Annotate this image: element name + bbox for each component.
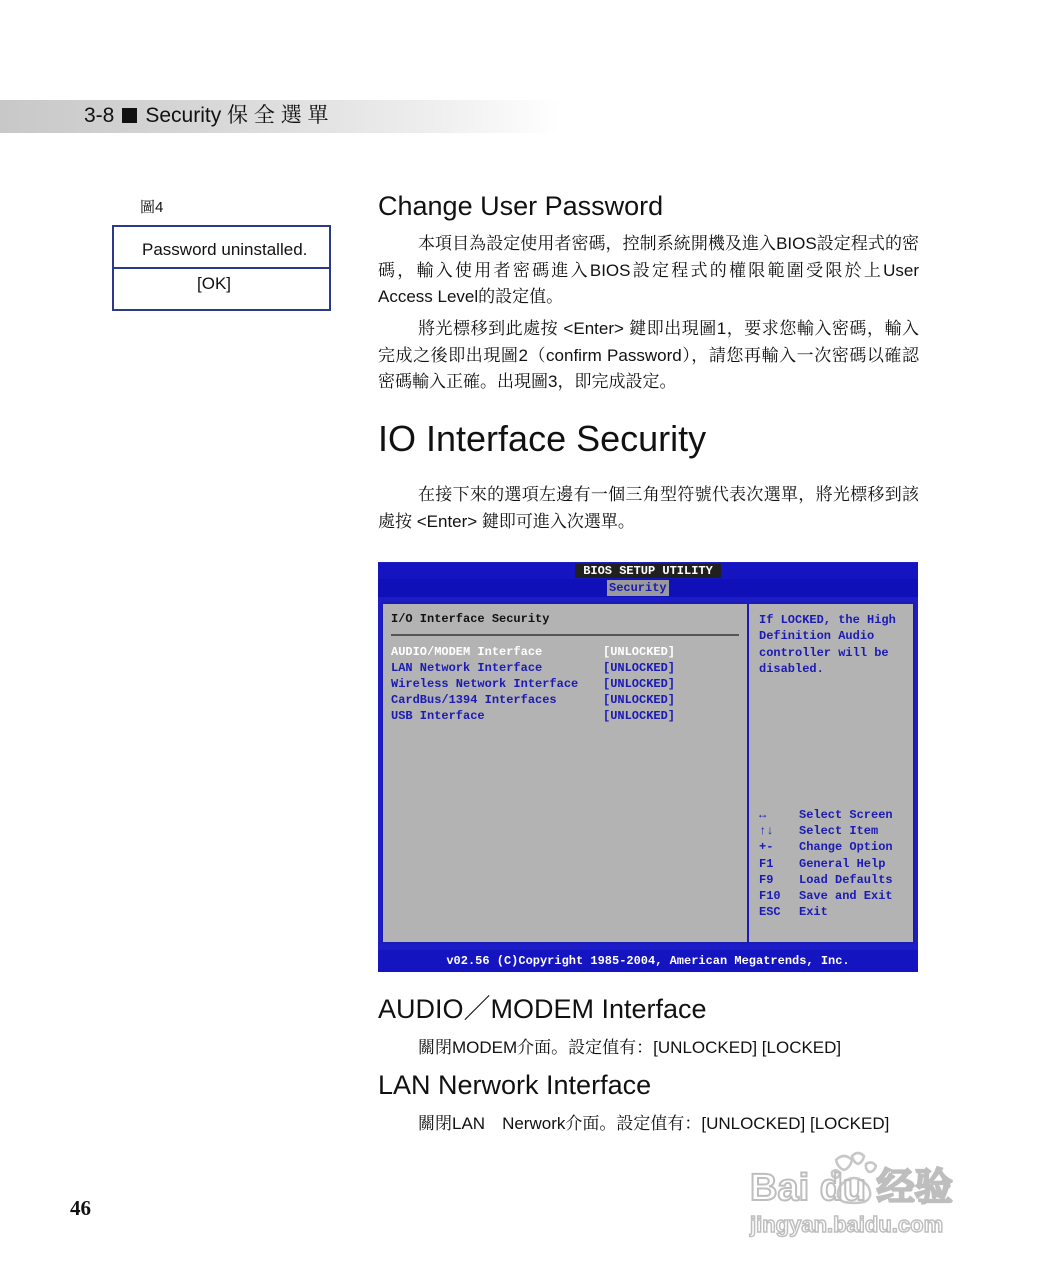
key-label: F9 (759, 872, 774, 887)
key-desc: General Help (799, 856, 886, 871)
key-desc: Save and Exit (799, 889, 893, 904)
ok-button[interactable]: [OK] (197, 274, 232, 293)
paragraph-audio-modem: 關閉MODEM介面。設定值有：[UNLOCKED] [LOCKED] (418, 1038, 842, 1057)
bios-tab-bar (378, 579, 918, 597)
paragraph-change-password-1: 本項目為設定使用者密碼，控制系統開機及進入BIOS設定程式的密碼，輸入使用者密碼進入BIOS設定程式的權限範圍受限於上User Access Level的設定值。 (378, 234, 919, 306)
heading-lan-network: LAN Nerwork Interface (378, 1070, 652, 1100)
bios-title: BIOS SETUP UTILITY (575, 564, 721, 578)
key-row (759, 839, 893, 855)
key-label: ESC (759, 905, 781, 920)
password-dialog (112, 225, 331, 311)
key-desc: Select Screen (799, 808, 893, 822)
tab-security[interactable]: Security (609, 581, 667, 595)
bios-value-wireless[interactable]: [UNLOCKED] (603, 677, 676, 691)
bios-screenshot (378, 562, 918, 972)
key-label: F10 (759, 889, 781, 904)
square-bullet-icon (122, 108, 137, 123)
watermark-brand: Bai du 经验 (750, 1167, 953, 1209)
key-row (759, 807, 893, 823)
key-row (759, 856, 893, 872)
bios-help-text: If LOCKED, the High Definition Audio controller will be disabled. (759, 613, 896, 676)
section-number: 3-8 (84, 104, 115, 127)
bios-divider (747, 604, 749, 942)
key-desc: Select Item (799, 824, 879, 839)
key-label: ↑↓ (759, 824, 774, 839)
key-row (759, 823, 893, 839)
paragraph-io-security: 在接下來的選項左邊有一個三角型符號代表次選單，將光標移到該處按 <Enter> 鍵即可進入次選單。 (378, 485, 919, 531)
key-row (759, 904, 893, 920)
figure-label: 圖4 (140, 199, 164, 216)
key-label: F1 (759, 856, 774, 871)
bios-key-legend (759, 807, 893, 920)
page-number: 46 (70, 1196, 91, 1220)
bios-value-lan[interactable]: [UNLOCKED] (603, 661, 676, 675)
baidu-watermark-logo (748, 1142, 998, 1242)
dialog-message: Password uninstalled. (114, 227, 329, 269)
bios-title-bar (378, 563, 918, 579)
heading-change-password: Change User Password (378, 191, 664, 221)
heading-audio-modem: AUDIO／MODEM Interface (378, 994, 707, 1024)
key-desc: Exit (799, 905, 828, 920)
bios-item-wireless[interactable]: Wireless Network Interface (391, 677, 579, 691)
heading-io-security: IO Interface Security (378, 418, 707, 459)
paragraph-lan-network: 關閉LAN Nerwork介面。設定值有：[UNLOCKED] [LOCKED] (418, 1114, 890, 1133)
paragraph-change-password-2: 將光標移到此處按 <Enter> 鍵即出現圖1，要求您輸入密碼，輸入完成之後即出現圖2（confirm Password），請您再輸入一次密碼以確認密碼輸入正確。出現圖3，即完成設定。 (378, 319, 919, 391)
key-row (759, 888, 893, 904)
bios-main-panel (381, 602, 915, 944)
bios-rule (391, 634, 739, 636)
watermark-graphic (748, 1142, 998, 1242)
bios-item-lan[interactable]: LAN Network Interface (391, 661, 543, 675)
bios-footer: v02.56 (C)Copyright 1985-2004, American Megatrends, Inc. (378, 950, 918, 972)
bios-value-usb[interactable]: [UNLOCKED] (603, 709, 676, 723)
bios-item-audio-modem[interactable]: AUDIO/MODEM Interface (391, 645, 543, 659)
key-label: +- (759, 840, 774, 855)
bios-value-audio-modem[interactable]: [UNLOCKED] (603, 645, 676, 659)
key-label: ↔ (759, 808, 767, 822)
bios-section-title: I/O Interface Security (391, 612, 550, 626)
section-title: Security 保 全 選 單 (145, 104, 329, 127)
bios-value-cardbus[interactable]: [UNLOCKED] (603, 693, 676, 707)
key-desc: Load Defaults (799, 872, 893, 887)
bios-item-usb[interactable]: USB Interface (391, 709, 485, 723)
section-header (84, 102, 329, 130)
bios-item-cardbus[interactable]: CardBus/1394 Interfaces (391, 693, 557, 707)
key-row (759, 872, 893, 888)
key-desc: Change Option (799, 840, 893, 855)
watermark-url: jingyan.baidu.com (750, 1212, 944, 1237)
